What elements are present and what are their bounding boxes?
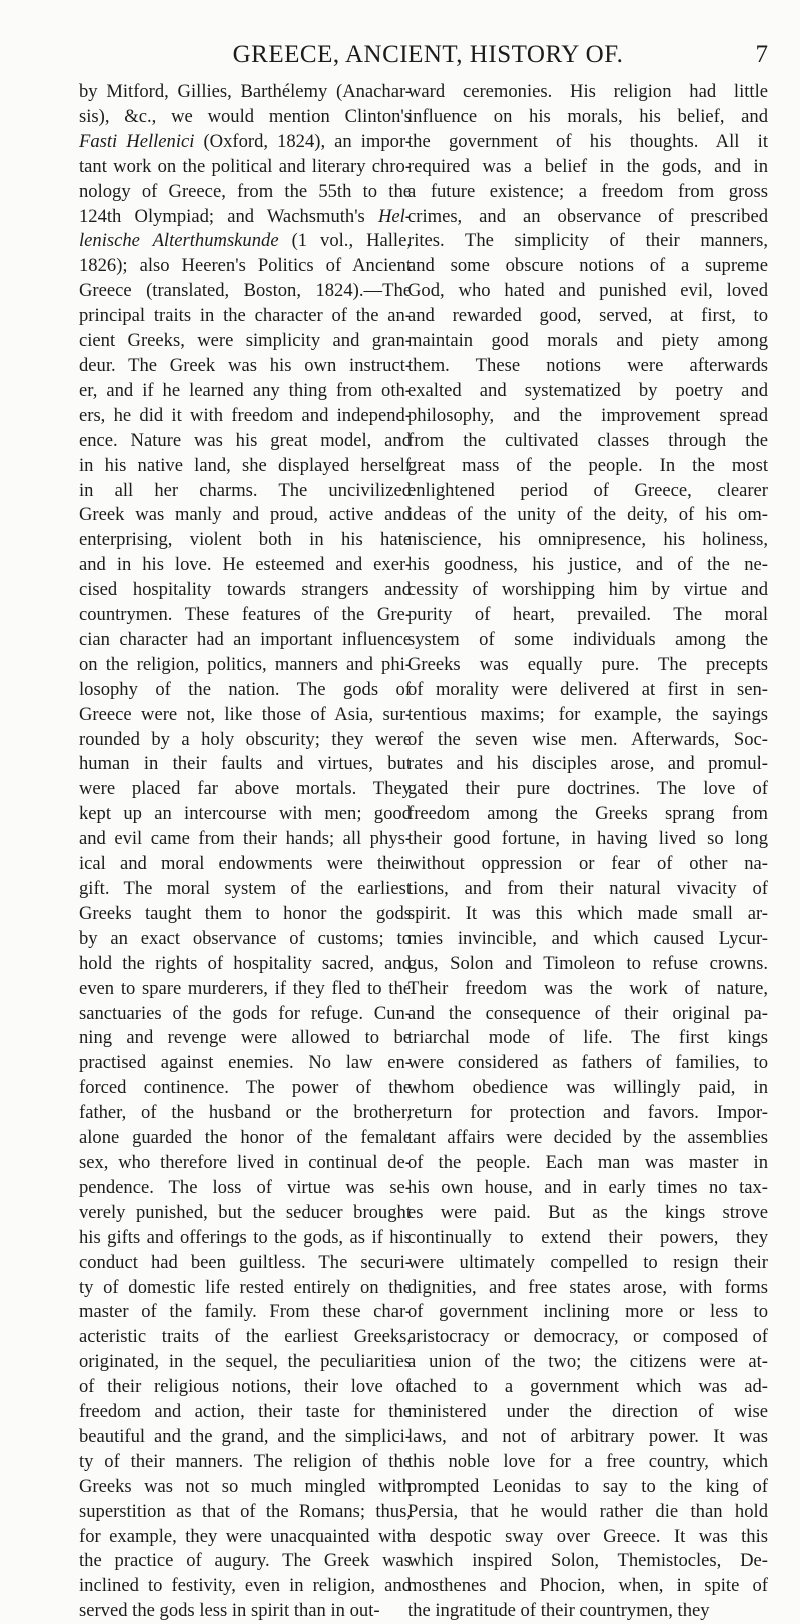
text-line: their good fortune, in having lived so long bbox=[408, 828, 768, 850]
text-line: gift. The moral system of the earliest bbox=[79, 878, 411, 899]
text-line: Persia, that he would rather die than hold bbox=[408, 1500, 768, 1522]
text-line: verely punished, but the seducer brought bbox=[79, 1201, 411, 1223]
text-line: ministered under the direction of wise bbox=[408, 1401, 768, 1423]
text-line: tant affairs were decided by the assemblies bbox=[408, 1127, 768, 1149]
text-line: 1826); also Heeren's Politics of Ancient bbox=[79, 255, 411, 277]
text-line: originated, in the sequel, the peculiarities bbox=[79, 1351, 411, 1373]
text-line: great mass of the people. In the most bbox=[408, 454, 768, 476]
text-line: sex, who therefore lived in continual de- bbox=[79, 1151, 411, 1173]
text-line: and the consequence of their original pa- bbox=[408, 1002, 768, 1024]
text-line: exalted and systematized by poetry and bbox=[408, 379, 768, 401]
text-line: mosthenes and Phocion, when, in spite of bbox=[408, 1575, 768, 1597]
page-title: GREECE, ANCIENT, HISTORY OF. bbox=[232, 41, 624, 68]
text-line: niscience, his omnipresence, his holiness, bbox=[408, 529, 768, 551]
text-line: a future existence; a freedom from gross bbox=[408, 180, 768, 202]
text-line: sanctuaries of the gods for refuge. Cun- bbox=[79, 1002, 411, 1024]
text-line: this noble love for a free country, which bbox=[408, 1450, 768, 1472]
text-line: Greeks was not so much mingled with bbox=[79, 1475, 411, 1497]
text-line: on the religion, politics, manners and phi- bbox=[79, 653, 411, 675]
text-line: influence on his morals, his belief, and bbox=[408, 105, 768, 127]
text-line: of the people. Each man was master in bbox=[408, 1151, 768, 1173]
text-line: lenische Alterthumskunde (1 vol., Halle, bbox=[79, 230, 412, 252]
text-line: of government inclining more or less to bbox=[408, 1301, 768, 1323]
text-line: by an exact observance of customs; to bbox=[79, 927, 411, 949]
text-line: superstition as that of the Romans; thus, bbox=[79, 1500, 411, 1522]
text-line: acteristic traits of the earliest Greeks, bbox=[79, 1326, 411, 1348]
text-line: were considered as fathers of families, to bbox=[408, 1052, 768, 1074]
text-line: ty of domestic life rested entirely on the bbox=[79, 1276, 411, 1298]
text-line: of morality were delivered at first in sen- bbox=[408, 678, 768, 700]
text-line: prompted Leonidas to say to the king of bbox=[408, 1475, 768, 1497]
text-line: a union of the two; the citizens were at- bbox=[408, 1351, 768, 1373]
text-line: which inspired Solon, Themistocles, De- bbox=[408, 1550, 768, 1572]
text-line: sis), &c., we would mention Clinton's bbox=[79, 105, 411, 127]
text-line: return for protection and favors. Impor- bbox=[408, 1102, 768, 1124]
text-line: master of the family. From these char- bbox=[79, 1301, 411, 1323]
text-line: in all her charms. The uncivilized bbox=[79, 479, 411, 501]
text-line: enlightened period of Greece, clearer bbox=[408, 479, 768, 501]
text-line: cian character had an important influence bbox=[79, 628, 411, 650]
text-line: continually to extend their powers, they bbox=[408, 1226, 768, 1248]
text-line: conduct had been guiltless. The securi- bbox=[79, 1251, 411, 1273]
text-line: beautiful and the grand, and the simplici- bbox=[79, 1425, 411, 1447]
text-line: ical and moral endowments were their bbox=[79, 853, 411, 875]
text-line: tentious maxims; for example, the sayings bbox=[408, 703, 768, 725]
text-line: gus, Solon and Timoleon to refuse crowns. bbox=[408, 952, 768, 974]
text-line: without oppression or fear of other na- bbox=[408, 853, 768, 875]
text-line: cient Greeks, were simplicity and gran- bbox=[79, 330, 411, 352]
text-line: and evil came from their hands; all phys- bbox=[79, 828, 411, 850]
text-line: aristocracy or democracy, or composed of bbox=[408, 1326, 768, 1348]
text-line: nology of Greece, from the 55th to the bbox=[79, 180, 411, 202]
text-line: dignities, and free states arose, with forms bbox=[408, 1276, 768, 1298]
text-line: kept up an intercourse with men; good bbox=[79, 803, 411, 825]
text-line: his own house, and in early times no tax- bbox=[408, 1176, 768, 1198]
text-line: even to spare murderers, if they fled to the bbox=[79, 977, 411, 999]
text-line: philosophy, and the improvement spread bbox=[408, 404, 768, 426]
text-line: a despotic sway over Greece. It was this bbox=[408, 1525, 768, 1547]
text-line: Fasti Hellenici (Oxford, 1824), an impor- bbox=[79, 130, 411, 152]
text-line: of the seven wise men. Afterwards, Soc- bbox=[408, 728, 768, 750]
text-line: the practice of augury. The Greek was bbox=[79, 1550, 411, 1572]
text-line: crimes, and an observance of prescribed bbox=[408, 205, 768, 227]
text-line: God, who hated and punished evil, loved bbox=[408, 280, 768, 302]
text-line: practised against enemies. No law en- bbox=[79, 1052, 411, 1074]
text-line: tached to a government which was ad- bbox=[408, 1376, 768, 1398]
text-line: ers, he did it with freedom and independ- bbox=[79, 404, 411, 426]
text-line: Their freedom was the work of nature, bbox=[408, 977, 768, 999]
text-line: forced continence. The power of the bbox=[79, 1077, 411, 1099]
right-column-text bbox=[408, 80, 768, 1624]
text-line: freedom among the Greeks sprang from bbox=[408, 803, 768, 825]
text-line: deur. The Greek was his own instruct- bbox=[79, 354, 411, 376]
text-line: of their religious notions, their love of bbox=[79, 1376, 411, 1398]
text-line: were placed far above mortals. They bbox=[79, 778, 411, 800]
left-column bbox=[79, 80, 411, 1624]
text-line: spirit. It was this which made small ar- bbox=[408, 902, 768, 924]
text-line: whom obedience was willingly paid, in bbox=[408, 1077, 768, 1099]
text-line: and some obscure notions of a supreme bbox=[408, 255, 768, 277]
text-line: in his native land, she displayed herself bbox=[79, 454, 411, 476]
text-line: enterprising, violent both in his hate bbox=[79, 529, 411, 551]
text-line: the government of his thoughts. All it bbox=[408, 130, 768, 152]
text-line: rates and his disciples arose, and promul- bbox=[408, 753, 768, 775]
text-line: system of some individuals among the bbox=[408, 628, 768, 650]
text-line: his goodness, his justice, and of the ne- bbox=[408, 554, 768, 576]
text-line: human in their faults and virtues, but bbox=[79, 753, 411, 775]
text-line: er, and if he learned any thing from oth- bbox=[79, 379, 411, 401]
text-line: freedom and action, their taste for the bbox=[79, 1401, 411, 1423]
text-line: them. These notions were afterwards bbox=[408, 354, 768, 376]
text-line: Greek was manly and proud, active and bbox=[79, 504, 411, 526]
text-line: father, of the husband or the brother, bbox=[79, 1102, 411, 1124]
text-line: alone guarded the honor of the female bbox=[79, 1127, 411, 1149]
running-head bbox=[88, 38, 768, 72]
text-line: his gifts and offerings to the gods, as if his bbox=[79, 1226, 411, 1248]
text-line: cised hospitality towards strangers and bbox=[79, 579, 411, 601]
left-column-text bbox=[79, 80, 411, 1624]
text-line: for example, they were unacquainted with bbox=[79, 1525, 411, 1547]
text-line: required was a belief in the gods, and in bbox=[408, 155, 768, 177]
text-line: rounded by a holy obscurity; they were bbox=[79, 728, 411, 750]
text-line: tant work on the political and literary chro- bbox=[79, 155, 411, 177]
text-line: tions, and from their natural vivacity of bbox=[408, 878, 768, 899]
text-line: ning and revenge were allowed to be bbox=[79, 1027, 411, 1049]
text-line: by Mitford, Gillies, Barthélemy (Anachar- bbox=[79, 81, 411, 102]
text-line: gated their pure doctrines. The love of bbox=[408, 778, 768, 800]
text-line: ence. Nature was his great model, and bbox=[79, 429, 411, 451]
text-line: the ingratitude of their countrymen, they bbox=[408, 1600, 710, 1622]
page-number: 7 bbox=[755, 41, 768, 68]
text-line: countrymen. These features of the Gre- bbox=[79, 604, 411, 626]
text-line: were ultimately compelled to resign their bbox=[408, 1251, 768, 1273]
text-line: purity of heart, prevailed. The moral bbox=[408, 604, 768, 626]
text-line: laws, and not of arbitrary power. It was bbox=[408, 1425, 768, 1447]
text-line: ward ceremonies. His religion had little bbox=[408, 81, 768, 102]
text-line: Greece (translated, Boston, 1824).—The bbox=[79, 280, 411, 302]
text-line: ty of their manners. The religion of the bbox=[79, 1450, 411, 1472]
text-line: and rewarded good, served, at first, to bbox=[408, 305, 768, 327]
text-line: pendence. The loss of virtue was se- bbox=[79, 1176, 411, 1198]
text-line: Greece were not, like those of Asia, sur- bbox=[79, 703, 411, 725]
text-line: inclined to festivity, even in religion, and bbox=[79, 1575, 411, 1597]
text-line: mies invincible, and which caused Lycur- bbox=[408, 927, 768, 949]
text-line: principal traits in the character of the an- bbox=[79, 305, 411, 327]
text-line: and in his love. He esteemed and exer- bbox=[79, 554, 411, 576]
text-line: losophy of the nation. The gods of bbox=[79, 678, 411, 700]
text-line: from the cultivated classes through the bbox=[408, 429, 768, 451]
text-line: Greeks was equally pure. The precepts bbox=[408, 653, 768, 675]
text-line: rites. The simplicity of their manners, bbox=[408, 230, 768, 252]
text-line: maintain good morals and piety among bbox=[408, 330, 768, 352]
text-line: ideas of the unity of the deity, of his om- bbox=[408, 504, 768, 526]
text-line: served the gods less in spirit than in out- bbox=[79, 1600, 380, 1622]
right-column bbox=[408, 80, 768, 1624]
text-line: hold the rights of hospitality sacred, and bbox=[79, 952, 411, 974]
text-line: 124th Olympiad; and Wachsmuth's Hel- bbox=[79, 205, 411, 227]
text-line: Greeks taught them to honor the gods bbox=[79, 902, 411, 924]
text-line: es were paid. But as the kings strove bbox=[408, 1201, 768, 1223]
text-line: cessity of worshipping him by virtue and bbox=[408, 579, 768, 601]
text-line: triarchal mode of life. The first kings bbox=[408, 1027, 768, 1049]
